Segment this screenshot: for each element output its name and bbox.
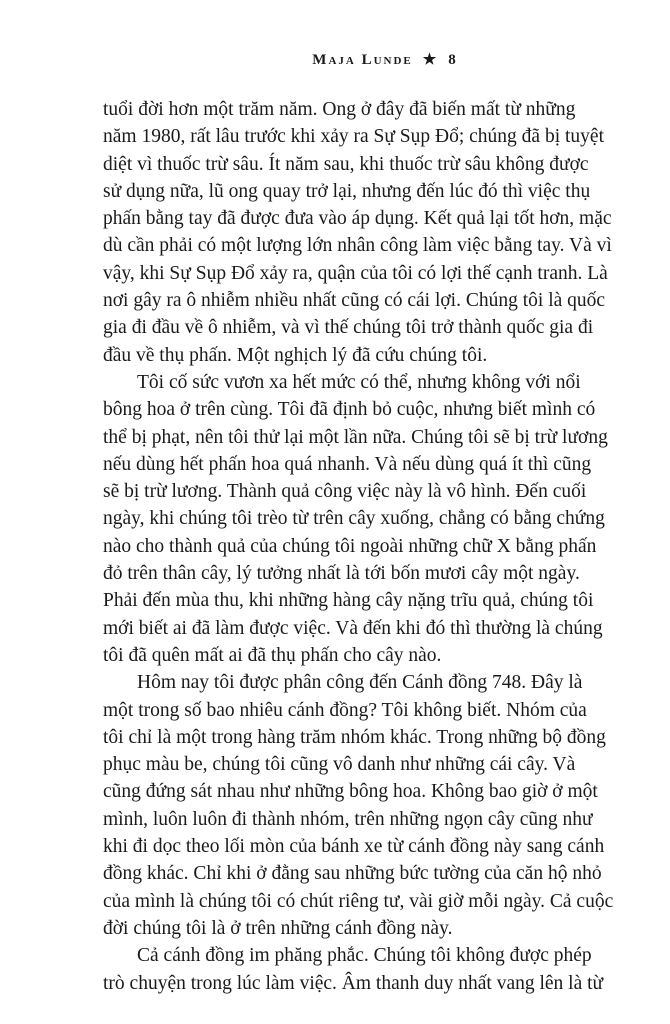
- text-line: đỏ trên thân cây, lý tưởng nhất là tới bốn mươi cây một ngày.: [103, 563, 580, 585]
- paragraph: [103, 942, 604, 997]
- text-line: thể bị phạt, nên tôi thử lại một lần nữa. Chúng tôi sẽ bị trừ lương: [103, 426, 608, 448]
- text-line: vậy, khi Sự Sụp Đổ xảy ra, quận của tôi có lợi thế cạnh tranh. Là: [103, 262, 608, 284]
- text-line: nào cho thành quả của chúng tôi ngoài những chữ X bằng phấn: [103, 535, 597, 557]
- text-line: mới biết ai đã làm được việc. Và đến khi đó thì thường là chúng: [103, 617, 603, 639]
- page-number: 8: [448, 52, 458, 68]
- author-name: Maja Lunde: [312, 52, 413, 68]
- running-header: [0, 50, 670, 69]
- text-line: Hôm nay tôi được phân công đến Cánh đồng 748. Đây là: [137, 672, 583, 694]
- text-line: Cả cánh đồng im phăng phắc. Chúng tôi không được phép: [137, 945, 592, 967]
- text-line: dù cần phải có một lượng lớn nhân công làm việc bằng tay. Và vì: [103, 235, 612, 257]
- text-line: tôi đã quên mất ai đã thụ phấn cho cây nào.: [103, 644, 442, 666]
- paragraph: [103, 669, 614, 942]
- text-line: đời chúng tôi là ở trên những cánh đồng này.: [103, 917, 453, 939]
- text-line: tuổi đời hơn một trăm năm. Ong ở đây đã biến mất từ những: [103, 99, 576, 120]
- text-line: đầu về thụ phấn. Một nghịch lý đã cứu chúng tôi.: [103, 344, 488, 366]
- star-icon: ★: [422, 52, 439, 68]
- text-line: một trong số bao nhiêu cánh đồng? Tôi không biết. Nhóm của: [103, 699, 587, 721]
- paragraph: [103, 96, 612, 369]
- text-line: sẽ bị trừ lương. Thành quả công việc này là vô hình. Đến cuối: [103, 481, 587, 503]
- text-line: nếu dùng hết phấn hoa quá nhanh. Và nếu dùng quá ít thì cũng: [103, 453, 592, 475]
- text-line: gia đi đầu về ô nhiễm, và vì thế chúng tôi trở thành quốc gia đi: [103, 317, 594, 339]
- text-line: đồng khác. Chỉ khi ở đằng sau những bức tường của căn hộ nhỏ: [103, 863, 602, 885]
- text-line: năm 1980, rất lâu trước khi xảy ra Sự Sụp Đổ; chúng đã bị tuyệt: [103, 126, 604, 148]
- text-line: sử dụng nữa, lũ ong quay trở lại, nhưng đến lúc đó thì việc thụ: [103, 180, 591, 202]
- text-line: ngày, khi chúng tôi trèo từ trên cây xuống, chẳng có bằng chứng: [103, 508, 605, 530]
- text-line: Phải đến mùa thu, khi những hàng cây nặng trĩu quả, chúng tôi: [103, 590, 594, 612]
- text-line: nơi gây ra ô nhiễm nhiều nhất cũng có cái lợi. Chúng tôi là quốc: [103, 290, 606, 312]
- text-line: trò chuyện trong lúc làm việc. Âm thanh duy nhất vang lên là từ: [103, 972, 604, 994]
- text-line: khi đi dọc theo lối mòn của bánh xe từ cánh đồng này sang cánh: [103, 836, 605, 858]
- text-line: diệt vì thuốc trừ sâu. Ít năm sau, khi thuốc trừ sâu không được: [103, 153, 589, 175]
- text-line: tôi chỉ là một trong hàng trăm nhóm khác. Trong những bộ đồng: [103, 726, 606, 748]
- text-line: của mình là chúng tôi có chút riêng tư, vài giờ mỗi ngày. Cả cuộc: [103, 890, 614, 912]
- text-line: phấn bằng tay đã được đưa vào áp dụng. Kết quả lại tốt hơn, mặc: [103, 208, 612, 230]
- body-text: [103, 96, 614, 997]
- text-line: bông hoa ở trên cùng. Tôi đã định bỏ cuộc, nhưng biết mình có: [103, 399, 596, 421]
- paragraph: [103, 369, 608, 669]
- text-line: Tôi cố sức vươn xa hết mức có thể, nhưng không với nổi: [137, 371, 581, 393]
- text-line: mình, luôn luôn đi thành nhóm, trên những ngọn cây cũng như: [103, 808, 593, 830]
- text-line: phục màu be, chúng tôi cũng vô danh như những cái cây. Và: [103, 754, 576, 776]
- text-line: cũng đứng sát nhau như những bông hoa. Không bao giờ ở một: [103, 781, 598, 803]
